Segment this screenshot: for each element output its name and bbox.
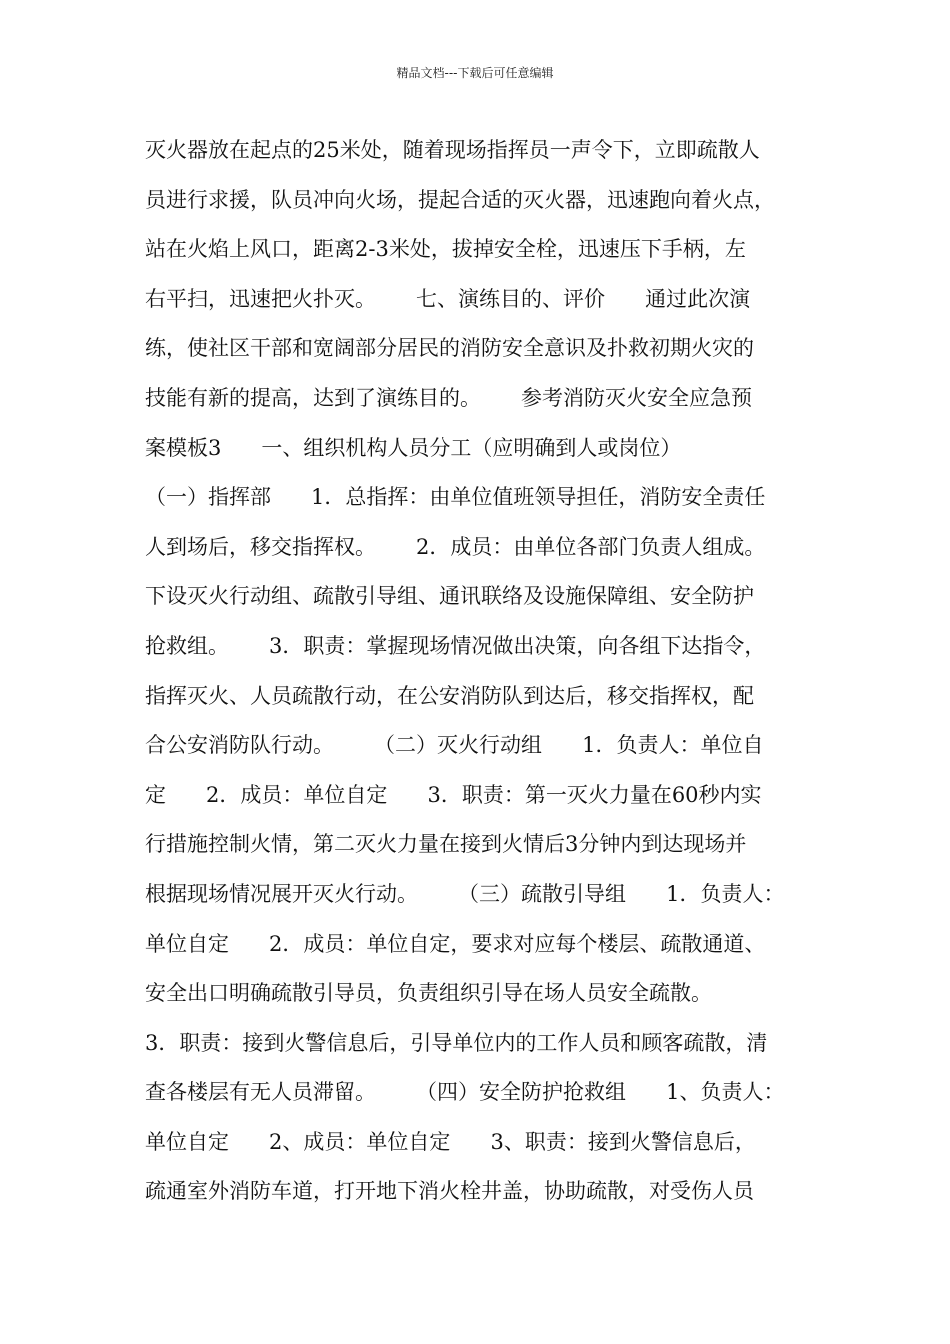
text-line: 人到场后，移交指挥权。 2．成员：由单位各部门负责人组成。: [145, 534, 766, 559]
text-line: 下设灭火行动组、疏散引导组、通讯联络及设施保障组、安全防护: [145, 584, 754, 609]
text-line: 查各楼层有无人员滞留。 （四）安全防护抢救组 1、负责人：: [145, 1080, 785, 1105]
page-header: 精品文档---下载后可任意编辑: [396, 66, 554, 80]
text-line: 定 2．成员：单位自定 3．职责：第一灭火力量在60秒内实: [145, 782, 762, 807]
text-line: 练，使社区干部和宽阔部分居民的消防安全意识及扑救初期火灾的: [145, 336, 754, 361]
text-line: （一）指挥部 1．总指挥：由单位值班领导担任，消防安全责任: [145, 485, 766, 510]
text-line: 站在火焰上风口，距离2-3米处，拔掉安全栓，迅速压下手柄，左: [145, 237, 746, 262]
text-line: 案模板3 一、组织机构人员分工（应明确到人或岗位）: [145, 435, 682, 460]
text-line: 右平扫，迅速把火扑灭。 七、演练目的、评价 通过此次演: [145, 286, 751, 311]
text-line: 指挥灭火、人员疏散行动，在公安消防队到达后，移交指挥权，配: [145, 683, 754, 708]
document-body: [145, 126, 825, 1217]
text-line: 技能有新的提高，达到了演练目的。 参考消防灭火安全应急预: [145, 385, 753, 410]
text-line: 疏通室外消防车道，打开地下消火栓井盖，协助疏散，对受伤人员: [145, 1179, 754, 1204]
text-line: 灭火器放在起点的25米处，随着现场指挥员一声令下，立即疏散人: [145, 138, 760, 162]
text-line: 单位自定 2．成员：单位自定，要求对应每个楼层、疏散通道、: [145, 931, 766, 956]
text-line: 单位自定 2、成员：单位自定 3、职责：接到火警信息后，: [145, 1129, 756, 1154]
text-line: 根据现场情况展开灭火行动。 （三）疏散引导组 1．负责人：: [145, 881, 785, 906]
text-line: 合公安消防队行动。 （二）灭火行动组 1．负责人：单位自: [145, 733, 764, 758]
text-line: 抢救组。 3．职责：掌握现场情况做出决策，向各组下达指令，: [145, 633, 766, 658]
text-line: 行措施控制火情，第二灭火力量在接到火情后3分钟内到达现场并: [145, 832, 747, 857]
text-line: 员进行求援，队员冲向火场，提起合适的灭火器，迅速跑向着火点，: [145, 187, 775, 212]
text-line: 3．职责：接到火警信息后，引导单位内的工作人员和顾客疏散，清: [145, 1030, 768, 1055]
text-line: 安全出口明确疏散引导员，负责组织引导在场人员安全疏散。: [145, 981, 712, 1006]
